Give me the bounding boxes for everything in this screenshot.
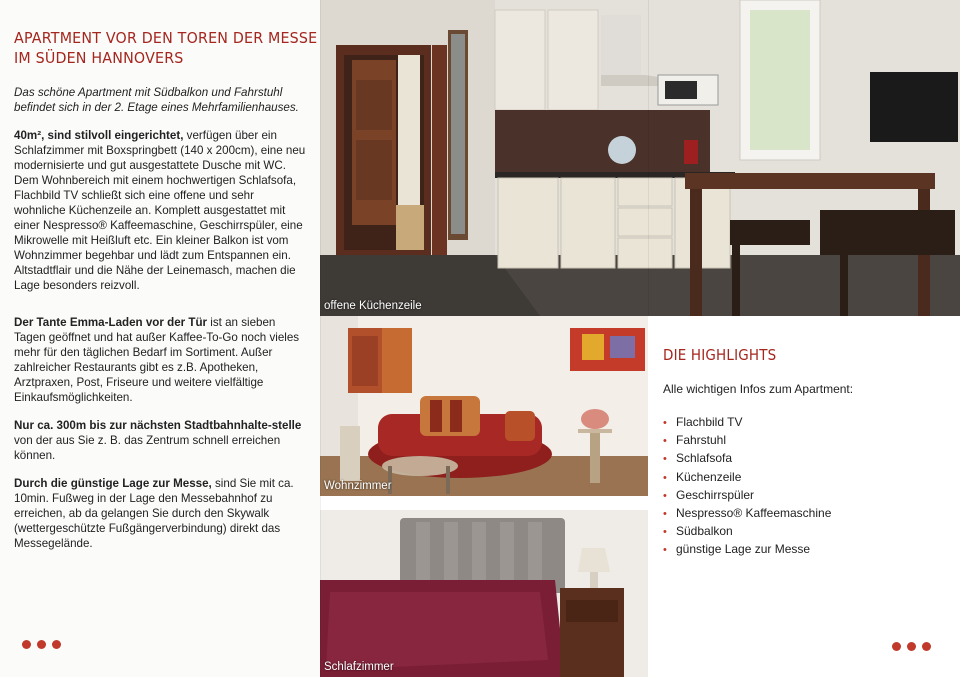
tram-text: von der aus Sie z. B. das Zentrum schnell erreichen können. xyxy=(14,434,281,462)
bullet-icon: • xyxy=(663,471,667,484)
kitchen-caption: offene Küchenzeile xyxy=(324,300,422,312)
bullet-icon: • xyxy=(663,508,667,521)
decorative-dots-left xyxy=(22,640,61,649)
title-line-2: IM SÜDEN HANNOVERS xyxy=(14,49,184,67)
description-bold: 40m², sind stilvoll eingerichtet, xyxy=(14,129,184,142)
highlight-label: Flachbild TV xyxy=(676,415,743,429)
highlight-label: Fahrstuhl xyxy=(676,433,727,448)
list-item xyxy=(663,523,831,541)
list-item xyxy=(663,414,831,432)
highlight-label: günstige Lage zur Messe xyxy=(676,542,811,557)
list-item xyxy=(663,450,831,468)
kitchen-photo xyxy=(320,0,960,316)
living-room-illustration xyxy=(320,316,648,496)
description-text: verfügen über ein Schlafzimmer mit Boxspringbett (140 x 200cm), eine neu modernisierte und gut ausgestattete Dusche mit WC. Dem Wohnbereich mit einem hochwertigen Schlafsofa, Flachbild TV schließt sich eine offene und sehr wohnliche Küchenzeile an. Komplett ausgestattet mit einer Nespresso® Kaffeemaschine, Geschirrspüler, eine Mikrowelle mit Heißluft etc. Ein kleiner Balkon ist vom Wohnzimmer begehbar und lädt zum Entspannen ein. Altstadtflair und die Nähe der Leinemasch, machen die Lage besonders reizvoll. xyxy=(14,129,306,292)
list-item xyxy=(663,541,831,559)
highlights-title: DIE HIGHLIGHTS xyxy=(663,346,777,364)
bullet-icon: • xyxy=(663,544,667,557)
highlight-label: Geschirrspüler xyxy=(676,487,755,502)
shop-text: ist an sieben Tagen geöffnet und hat außer Kaffee-To-Go noch vieles mehr für den täglichen Bedarf im Sortiment. Außer zahlreicher Restaurants gibt es z.B. Apotheken, Arztpraxen, Post, Friseure und weitere vielfältige Einkaufsmöglichkeiten. xyxy=(14,316,300,404)
highlight-label: Schlafsofa xyxy=(676,451,733,466)
bullet-icon: • xyxy=(663,435,667,448)
bullet-icon: • xyxy=(663,489,667,502)
fair-text: sind Sie mit ca. 10min. Fußweg in der Lage den Messebahnhof zu erreichen, ab da gelangen Sie durch den Skywalk (wettergeschützte Fußgängerverbindung) direkt das Messegelände. xyxy=(14,477,294,550)
fair-paragraph xyxy=(14,476,306,551)
bedroom-caption: Schlafzimmer xyxy=(324,661,394,673)
decorative-dots-right xyxy=(892,642,931,651)
shop-paragraph xyxy=(14,315,306,405)
bedroom-photo xyxy=(320,510,648,677)
description-paragraph xyxy=(14,128,306,293)
list-item xyxy=(663,469,831,487)
page-title xyxy=(14,28,318,68)
living-room-photo xyxy=(320,316,648,496)
bedroom-illustration xyxy=(320,510,648,677)
left-text-column xyxy=(0,0,320,677)
list-item xyxy=(663,505,831,523)
highlight-label: Südbalkon xyxy=(676,524,733,539)
highlight-label: Nespresso® Kaffeemaschine xyxy=(676,506,832,521)
highlight-label: Küchenzeile xyxy=(676,469,742,484)
tram-paragraph xyxy=(14,418,306,463)
highlights-panel xyxy=(648,316,960,677)
tram-bold: Nur ca. 300m bis zur nächsten Stadtbahnhalte-stelle xyxy=(14,419,302,432)
bullet-icon: • xyxy=(663,417,667,429)
fair-bold: Durch die günstige Lage zur Messe, xyxy=(14,477,212,490)
list-item xyxy=(663,487,831,505)
fold-line-left xyxy=(320,0,321,677)
highlights-list xyxy=(663,414,831,560)
list-item xyxy=(663,432,831,450)
shop-bold: Der Tante Emma-Laden vor der Tür xyxy=(14,316,208,329)
highlights-subtitle: Alle wichtigen Infos zum Apartment: xyxy=(663,382,854,396)
living-room-caption: Wohnzimmer xyxy=(324,480,392,492)
bullet-icon: • xyxy=(663,526,667,539)
bullet-icon: • xyxy=(663,453,667,466)
kitchen-illustration xyxy=(320,0,960,316)
title-line-1: APARTMENT VOR DEN TOREN DER MESSE xyxy=(14,29,318,47)
intro-text: Das schöne Apartment mit Südbalkon und Fahrstuhl befindet sich in der 2. Etage eines Mehrfamilienhauses. xyxy=(14,86,299,114)
